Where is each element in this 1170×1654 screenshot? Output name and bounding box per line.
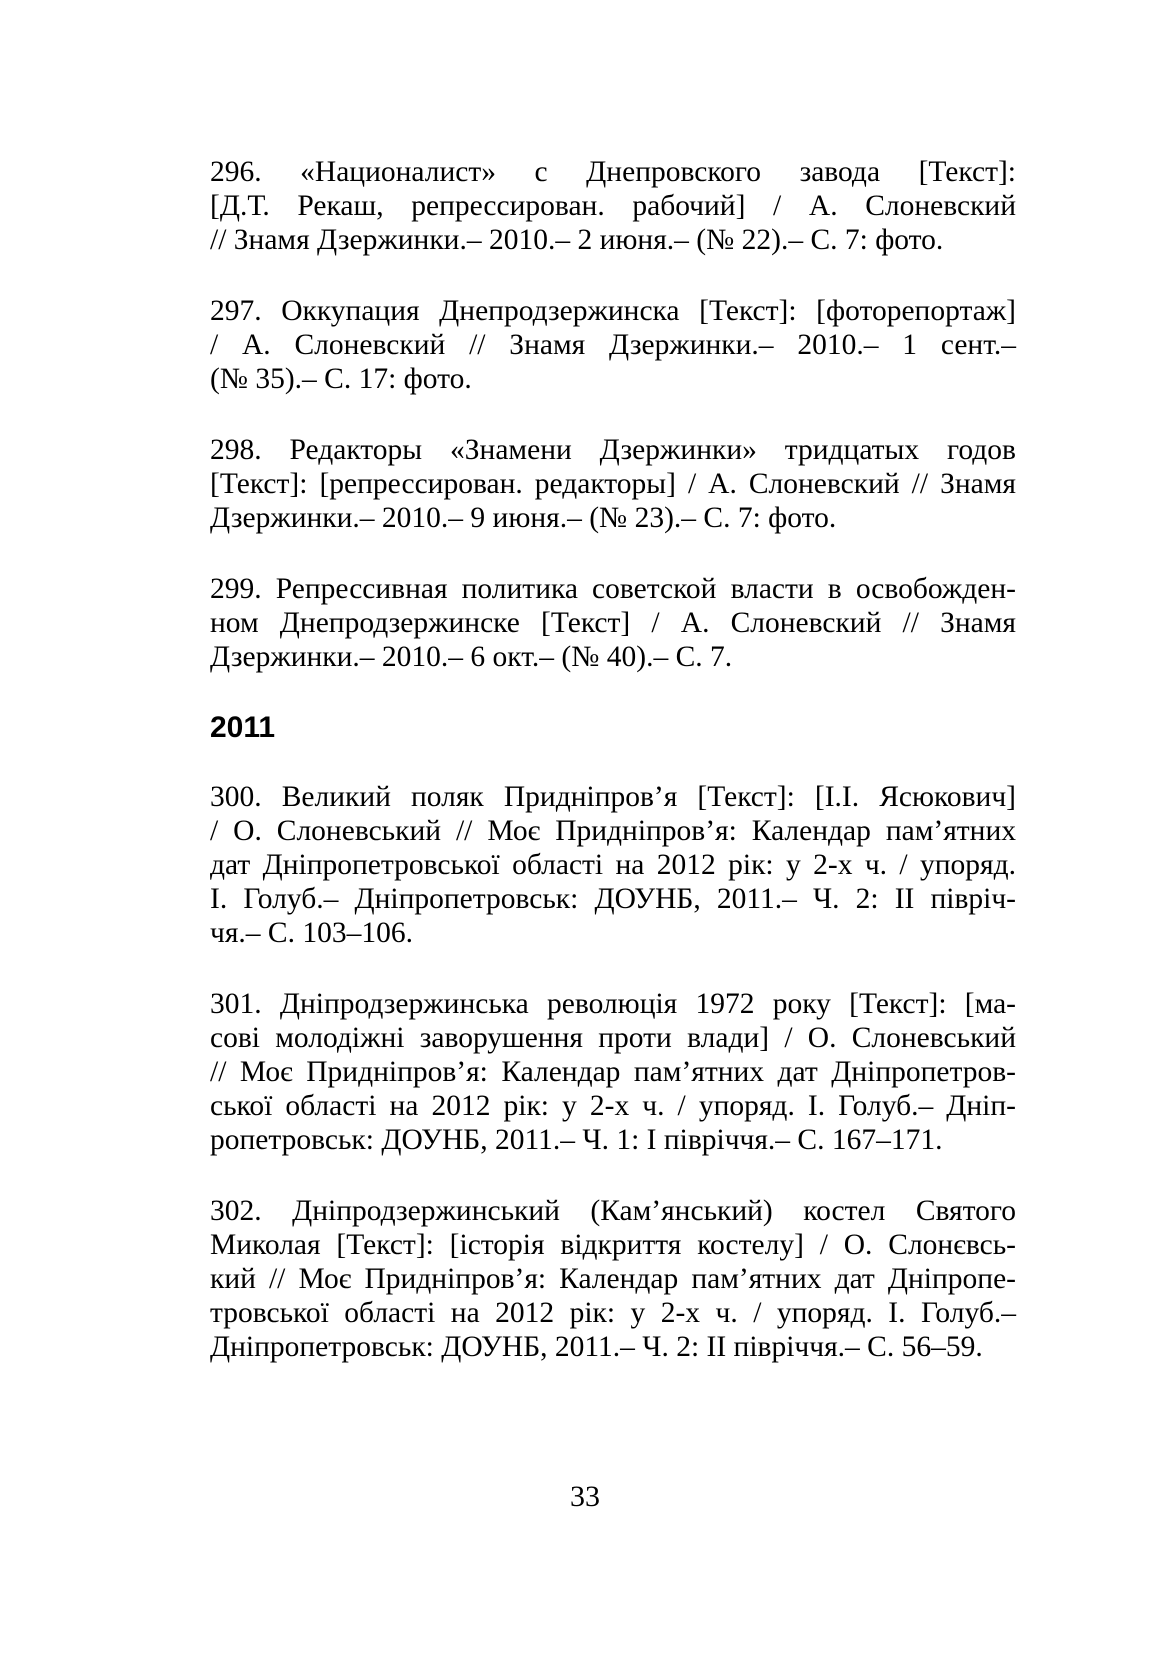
bibliography-entry-302	[210, 1194, 1016, 1364]
entry-line: Миколая [Текст]: [історія відкриття костелу] / О. Слонєвсь-	[210, 1229, 1016, 1261]
entry-line: 300. Великий поляк Придніпров’я [Текст]: [І.І. Ясюкович]	[210, 781, 1016, 813]
entry-line: Дзержинки.– 2010.– 9 июня.– (№ 23).– С. 7: фото.	[210, 502, 837, 534]
bibliography-entry-300	[210, 780, 1016, 950]
entry-line: [Д.Т. Рекаш, репрессирован. рабочий] / А. Слоневский	[210, 190, 1016, 222]
entry-line: 302. Дніпродзержинський (Кам’янський) костел Святого	[210, 1195, 1016, 1227]
section-heading-year: 2011	[210, 711, 276, 744]
entry-line: (№ 35).– С. 17: фото.	[210, 363, 472, 395]
bibliography-entry-301	[210, 987, 1016, 1157]
entry-line: // Знамя Дзержинки.– 2010.– 2 июня.– (№ 22).– С. 7: фото.	[210, 224, 944, 256]
entry-line: 296. «Националист» с Днепровского завода [Текст]:	[210, 156, 1016, 188]
entry-line: 297. Оккупация Днепродзержинска [Текст]: [фоторепортаж]	[210, 295, 1016, 327]
entry-line: чя.– С. 103–106.	[210, 917, 413, 949]
entry-line: ропетровськ: ДОУНБ, 2011.– Ч. 1: І півріччя.– С. 167–171.	[210, 1124, 943, 1156]
entry-line: [Текст]: [репрессирован. редакторы] / А. Слоневский // Знамя	[210, 468, 1016, 500]
entry-line: / А. Слоневский // Знамя Дзержинки.– 2010.– 1 сент.–	[210, 329, 1016, 361]
entry-line: 301. Дніпродзержинська революція 1972 року [Текст]: [ма-	[210, 988, 1016, 1020]
bibliography-entry-297	[210, 294, 1016, 396]
bibliography-entry-299	[210, 572, 1016, 674]
entry-line: сові молодіжні заворушення проти влади] / О. Слоневський	[210, 1022, 1016, 1054]
document-page	[210, 155, 1016, 1401]
bibliography-entry-298	[210, 433, 1016, 535]
entry-line: кий // Моє Придніпров’я: Календар пам’ятних дат Дніпропе-	[210, 1263, 1016, 1295]
entry-line: І. Голуб.– Дніпропетровськ: ДОУНБ, 2011.– Ч. 2: ІІ півріч-	[210, 883, 1016, 915]
entry-line: Дніпропетровськ: ДОУНБ, 2011.– Ч. 2: ІІ півріччя.– С. 56–59.	[210, 1331, 983, 1363]
entry-line: Дзержинки.– 2010.– 6 окт.– (№ 40).– С. 7.	[210, 641, 733, 673]
entry-line: 298. Редакторы «Знамени Дзержинки» тридцатых годов	[210, 434, 1016, 466]
entry-line: ном Днепродзержинске [Текст] / А. Слоневский // Знамя	[210, 607, 1016, 639]
entry-line: // Моє Придніпров’я: Календар пам’ятних дат Дніпропетров-	[210, 1056, 1016, 1088]
bibliography-entry-296	[210, 155, 1016, 257]
page-number: 33	[570, 1480, 600, 1513]
entry-line: тровської області на 2012 рік: у 2-х ч. / упоряд. І. Голуб.–	[210, 1297, 1016, 1329]
entry-line: / О. Слоневський // Моє Придніпров’я: Календар пам’ятних	[210, 815, 1016, 847]
entry-line: дат Дніпропетровської області на 2012 рік: у 2-х ч. / упоряд.	[210, 849, 1016, 881]
entry-line: 299. Репрессивная политика советской власти в освобожден-	[210, 573, 1016, 605]
entry-line: ської області на 2012 рік: у 2-х ч. / упоряд. І. Голуб.– Дніп-	[210, 1090, 1016, 1122]
